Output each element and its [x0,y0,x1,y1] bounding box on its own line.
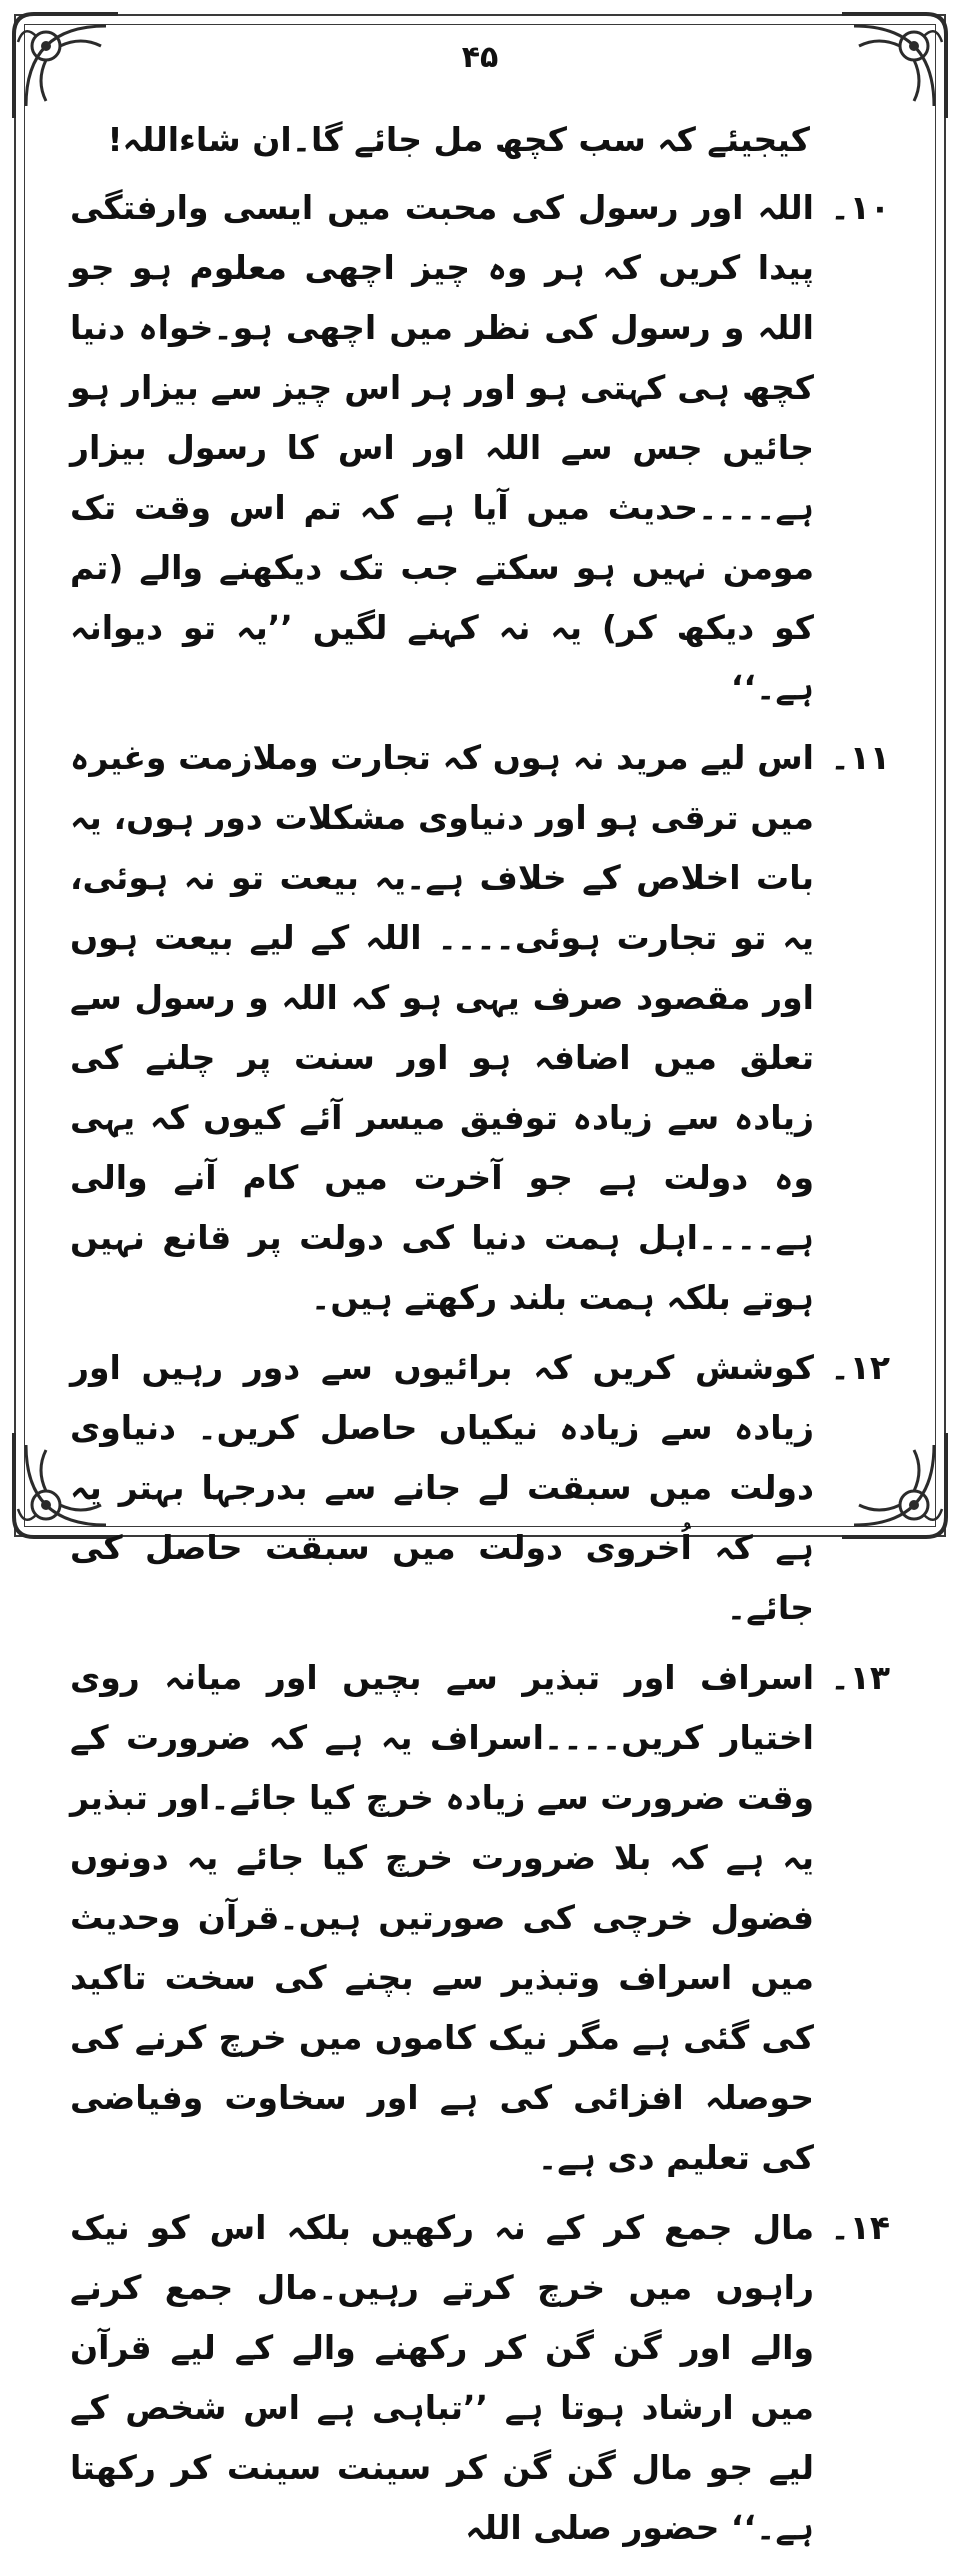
list-item [70,178,890,718]
item-text: اسراف اور تبذیر سے بچیں اور میانہ روی اختیار کریں۔۔۔۔اسراف یہ ہے کہ ضرورت کے وقت ضرورت سے زیادہ خرچ کیا جائے۔اور تبذیر یہ ہے کہ بلا ضرورت خرچ کیا جائے یہ دونوں فضول خرچی کی صورتیں ہیں۔قرآن وحدیث میں اسراف وتبذیر سے بچنے کی سخت تاکید کی گئی ہے مگر نیک کاموں میں خرچ کرنے کی حوصلہ افزائی کی ہے اور سخاوت وفیاضی کی تعلیم دی ہے۔ [70,1658,814,2177]
item-text: اللہ اور رسول کی محبت میں ایسی وارفتگی پیدا کریں کہ ہر وہ چیز اچھی معلوم ہو جو اللہ و رسول کی نظر میں اچھی ہو۔خواہ دنیا کچھ ہی کہتی ہو اور ہر اس چیز سے بیزار ہو جائیں جس سے اللہ اور اس کا رسول بیزار ہے۔۔۔۔حدیث میں آیا ہے کہ تم اس وقت تک مومن نہیں ہو سکتے جب تک دیکھنے والے (تم کو دیکھ کر) یہ نہ کہنے لگیں ’’یہ تو دیوانہ ہے۔‘‘ [70,188,814,707]
page-number: ۴۵ [461,40,499,75]
page-body [70,110,890,2547]
list-item [70,2198,890,2558]
item-text: مال جمع کر کے نہ رکھیں بلکہ اس کو نیک راہوں میں خرچ کرتے رہیں۔مال جمع کرنے والے اور گن گن کر رکھنے والے کے لیے قرآن میں ارشاد ہوتا ہے ’’تباہی ہے اس شخص کے لیے جو مال گن گن کر سینت سینت کر رکھتا ہے۔‘‘ حضور صلی اللہ [70,2208,814,2547]
item-number: ۱۱۔ [830,738,890,777]
item-number: ۱۰۔ [830,188,890,227]
item-number: ۱۳۔ [830,1658,890,1697]
intro-line: کیجیئے کہ سب کچھ مل جائے گا۔ان شاءاللہ! [107,120,810,159]
list-item [70,1648,890,2188]
item-number: ۱۲۔ [830,1348,890,1387]
item-number: ۱۴۔ [830,2208,890,2247]
list-item [70,728,890,1328]
item-text: کوشش کریں کہ برائیوں سے دور رہیں اور زیادہ سے زیادہ نیکیاں حاصل کریں۔ دنیاوی دولت میں سبقت لے جانے سے بدرجہا بہتر یہ ہے کہ اُخروی دولت میں سبقت حاصل کی جائے۔ [70,1348,814,1627]
list-item [70,1338,890,1638]
item-text: اس لیے مرید نہ ہوں کہ تجارت وملازمت وغیرہ میں ترقی ہو اور دنیاوی مشکلات دور ہوں، یہ بات اخلاص کے خلاف ہے۔یہ بیعت تو نہ ہوئی، یہ تو تجارت ہوئی۔۔۔۔ اللہ کے لیے بیعت ہوں اور مقصود صرف یہی ہو کہ اللہ و رسول سے تعلق میں اضافہ ہو اور سنت پر چلنے کی زیادہ سے زیادہ توفیق میسر آئے کیوں کہ یہی وہ دولت ہے جو آخرت میں کام آنے والی ہے۔۔۔۔اہل ہمت دنیا کی دولت پر قانع نہیں ہوتے بلکہ ہمت بلند رکھتے ہیں۔ [70,738,814,1317]
